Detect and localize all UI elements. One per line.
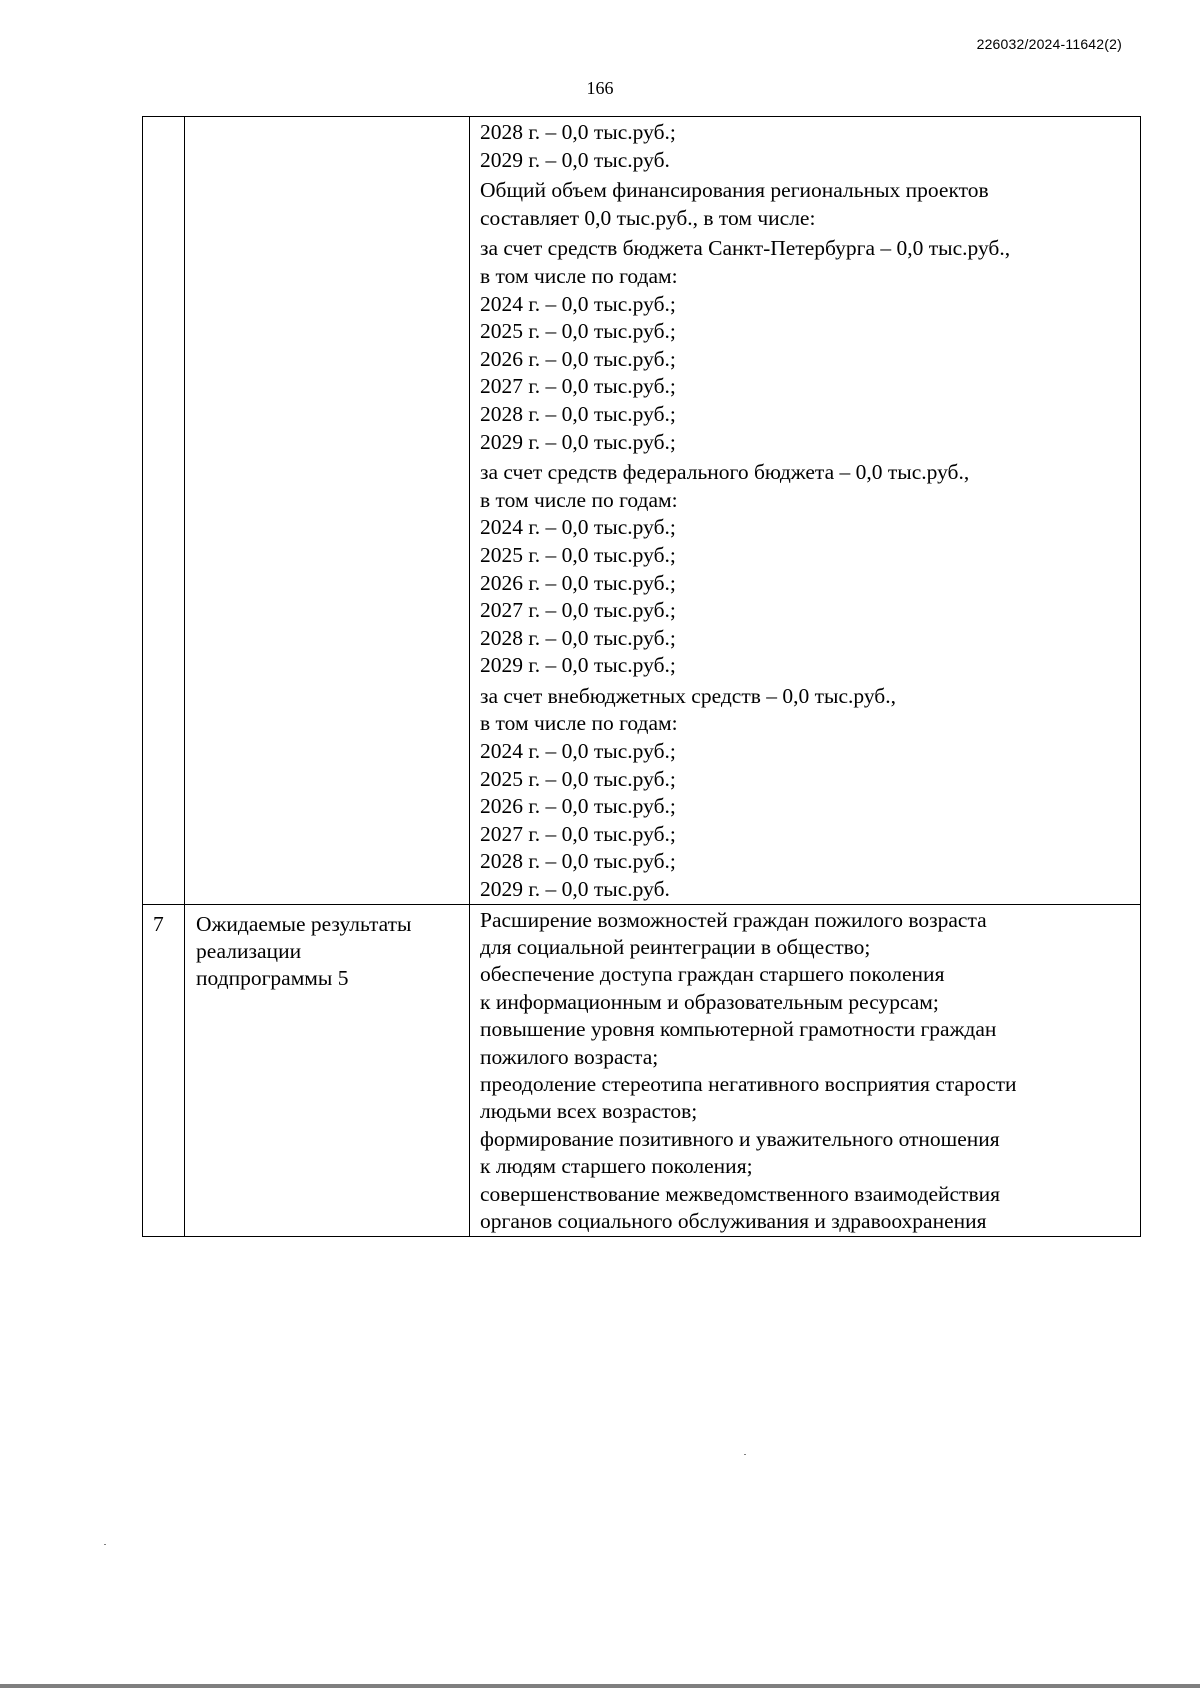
- name-line: Ожидаемые результаты: [196, 911, 412, 936]
- content-line: Общий объем финансирования региональных проектов: [480, 178, 989, 203]
- content-line: 2029 г. – 0,0 тыс.руб.: [480, 147, 670, 172]
- content-line: совершенствование межведомственного взаимодействия: [480, 1181, 1000, 1206]
- content-line: обеспечение доступа граждан старшего поколения: [480, 962, 945, 987]
- content-line: пожилого возраста;: [480, 1044, 659, 1069]
- row-name-cell: [185, 117, 470, 905]
- content-line: 2029 г. – 0,0 тыс.руб.;: [480, 653, 676, 678]
- scan-speck: [104, 1544, 106, 1545]
- content-line: за счет внебюджетных средств – 0,0 тыс.руб.,: [480, 683, 896, 708]
- content-line: преодоление стереотипа негативного восприятия старости: [480, 1072, 1017, 1097]
- table-row-continuation: [143, 117, 1141, 905]
- content-line: в том числе по годам:: [480, 711, 678, 736]
- row-name-cell: [185, 904, 470, 1236]
- content-line: к людям старшего поколения;: [480, 1154, 753, 1179]
- document-id: 226032/2024-11642(2): [976, 36, 1122, 52]
- program-table: [142, 116, 1141, 1237]
- content-line: 2025 г. – 0,0 тыс.руб.;: [480, 542, 676, 567]
- content-line: 2025 г. – 0,0 тыс.руб.;: [480, 766, 676, 791]
- scan-speck: [744, 1454, 746, 1455]
- content-line: повышение уровня компьютерной грамотности граждан: [480, 1017, 997, 1042]
- name-line: реализации: [196, 939, 302, 964]
- content-line: 2029 г. – 0,0 тыс.руб.;: [480, 429, 676, 454]
- page-number: 166: [586, 78, 614, 98]
- content-line: составляет 0,0 тыс.руб., в том числе:: [480, 205, 816, 230]
- table-row-expected-results: [143, 904, 1141, 1236]
- content-line: 2027 г. – 0,0 тыс.руб.;: [480, 598, 676, 623]
- row-number-cell: 7: [143, 904, 185, 1236]
- content-line: 2026 г. – 0,0 тыс.руб.;: [480, 570, 676, 595]
- row-number-cell: [143, 117, 185, 905]
- content-line: людьми всех возрастов;: [480, 1099, 698, 1124]
- content-line: 2027 г. – 0,0 тыс.руб.;: [480, 374, 676, 399]
- content-line: 2024 г. – 0,0 тыс.руб.;: [480, 515, 676, 540]
- content-line: 2026 г. – 0,0 тыс.руб.;: [480, 346, 676, 371]
- content-line: 2028 г. – 0,0 тыс.руб.;: [480, 401, 676, 426]
- content-line: 2028 г. – 0,0 тыс.руб.;: [480, 625, 676, 650]
- name-line: подпрограммы 5: [196, 966, 349, 991]
- content-line: 2024 г. – 0,0 тыс.руб.;: [480, 739, 676, 764]
- content-line: 2027 г. – 0,0 тыс.руб.;: [480, 821, 676, 846]
- content-line: формирование позитивного и уважительного отношения: [480, 1126, 1000, 1151]
- content-line: в том числе по годам:: [480, 263, 678, 288]
- content-line: 2028 г. – 0,0 тыс.руб.;: [480, 849, 676, 874]
- content-line: 2028 г. – 0,0 тыс.руб.;: [480, 120, 676, 144]
- content-line: в том числе по годам:: [480, 487, 678, 512]
- content-line: за счет средств федерального бюджета – 0,0 тыс.руб.,: [480, 460, 970, 485]
- content-line: к информационным и образовательным ресурсам;: [480, 989, 939, 1014]
- content-line: 2024 г. – 0,0 тыс.руб.;: [480, 291, 676, 316]
- content-line: Расширение возможностей граждан пожилого возраста: [480, 907, 987, 932]
- content-line: 2025 г. – 0,0 тыс.руб.;: [480, 319, 676, 344]
- content-line: 2026 г. – 0,0 тыс.руб.;: [480, 794, 676, 819]
- financing-content-cell: [470, 117, 1141, 905]
- content-line: за счет средств бюджета Санкт-Петербурга – 0,0 тыс.руб.,: [480, 236, 1011, 261]
- content-line: для социальной реинтеграции в общество;: [480, 935, 871, 960]
- scan-speck: [0, 1684, 1200, 1688]
- results-content-cell: [470, 904, 1141, 1236]
- content-line: органов социального обслуживания и здравоохранения: [480, 1209, 987, 1234]
- content-line: 2029 г. – 0,0 тыс.руб.: [480, 877, 670, 902]
